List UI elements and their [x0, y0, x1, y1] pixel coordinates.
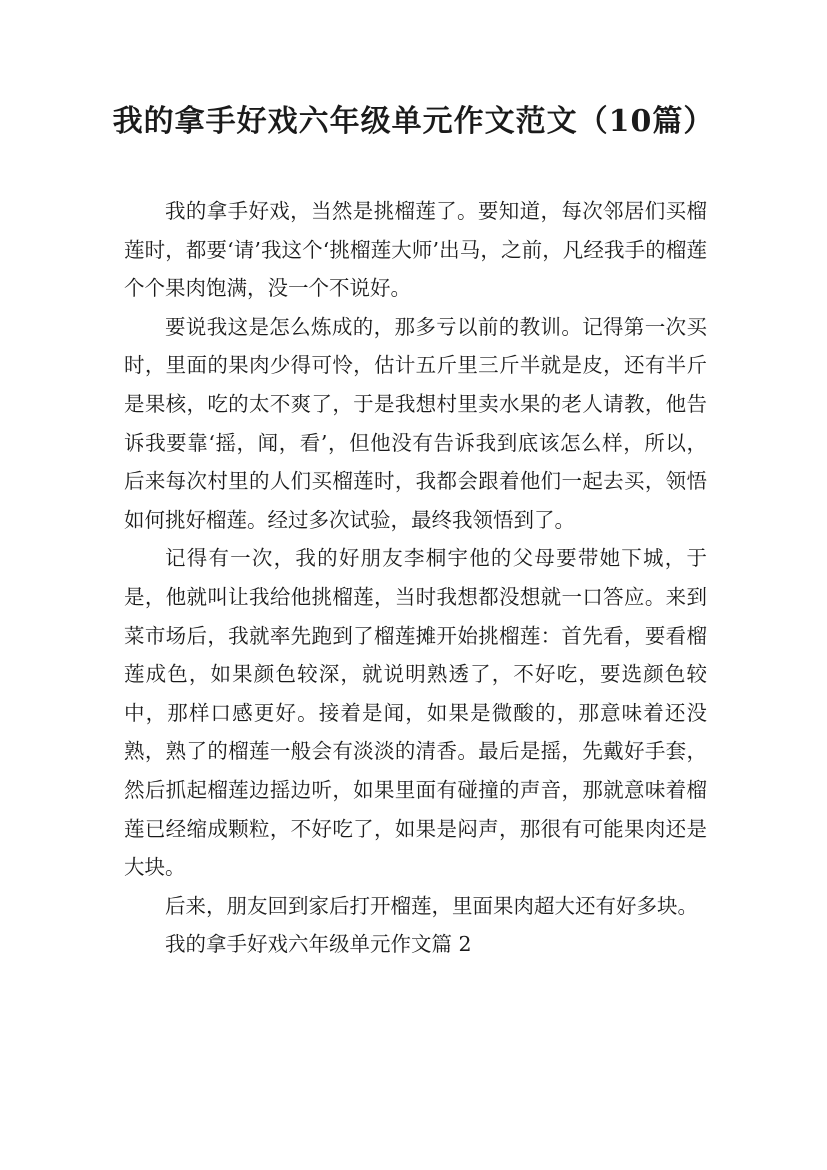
paragraph-2: 要说我这是怎么炼成的，那多亏以前的教训。记得第一次买时，里面的果肉少得可怜，估计五斤里三斤半就是皮，还有半斤是果核，吃的太不爽了，于是我想村里卖水果的老人请教，他告诉我要靠‘摇，闻，看’，但他没有告诉我到底该怎么样，所以，后来每次村里的人们买榴莲时，我都会跟着他们一起去买，领悟如何挑好榴莲。经过多次试验，最终我领悟到了。 — [124, 314, 707, 532]
paragraph-4: 后来，朋友回到家后打开榴莲，里面果肉超大还有好多块。 — [165, 893, 698, 918]
paragraph-3: 记得有一次，我的好朋友李桐宇他的父母要带她下城，于是，他就叫让我给他挑榴莲，当时我想都没想就一口答应。来到菜市场后，我就率先跑到了榴莲摊开始挑榴莲：首先看，要看榴莲成色，如果颜色较深，就说明熟透了，不好吃，要选颜色较中，那样口感更好。接着是闻，如果是微酸的，那意味着还没熟，熟了的榴莲一般会有淡淡的清香。最后是摇，先戴好手套，然后抓起榴莲边摇边听，如果里面有碰撞的声音，那就意味着榴莲已经缩成颗粒，不好吃了，如果是闷声，那很有可能果肉还是大块。 — [124, 546, 707, 880]
paragraph-1: 我的拿手好戏，当然是挑榴莲了。要知道，每次邻居们买榴莲时，都要‘请’我这个‘挑榴莲大师’出马，之前，凡经我手的榴莲个个果肉饱满，没一个不说好。 — [124, 199, 707, 301]
document-body — [124, 192, 707, 964]
document-title: 我的拿手好戏六年级单元作文范文（10篇） — [112, 104, 715, 139]
section-heading-2: 我的拿手好戏六年级单元作文篇 2 — [165, 932, 472, 957]
